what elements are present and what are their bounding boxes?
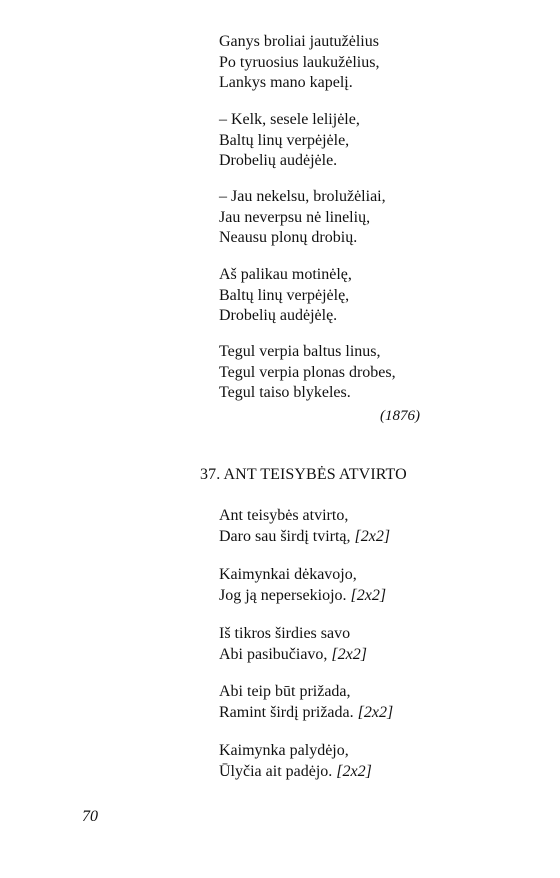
verse-line [219,506,390,527]
verse-text: Ūlyčia ait padėjo. [219,762,337,780]
verse-text: Ant teisybės atvirto, [219,507,349,524]
verse-line: – Jau nekelsu, brolužėliai, [219,188,386,205]
verse-line [219,527,390,548]
verse-text: Abi teip būt prižada, [219,683,351,700]
verse-text: Jog ją nepersekiojo. [219,586,351,604]
verse-text: Abi pasibučiavo, [219,645,332,663]
verse-line: – Kelk, sesele lelijėle, [219,111,360,128]
verse-line: Aš palikau motinėlę, [219,266,352,283]
repeat-mark: [2x2] [336,762,372,780]
verse-line [219,624,367,645]
verse-line: Drobelių audėjėle. [219,152,338,169]
verse-line: Ganys broliai jautužėlius [219,33,379,50]
repeat-mark: [2x2] [350,586,387,604]
verse-line: Tegul verpia baltus linus, [219,343,381,360]
page-number: 70 [82,808,98,825]
poem2-stanza-1 [219,506,390,547]
poem2-stanza-5 [219,741,372,782]
poem1-stanza-4 [219,265,352,327]
repeat-mark: [2x2] [354,527,391,545]
verse-text: Daro sau širdį tvirtą, [219,527,355,545]
verse-line: Neausu plonų drobių. [219,229,358,246]
poem2-stanza-3 [219,624,367,665]
verse-line: Po tyruosius laukužėlius, [219,53,380,71]
poem1-stanza-5 [219,342,396,404]
verse-line [219,762,372,783]
verse-text: Iš tikros širdies savo [219,625,351,642]
poem1-stanza-3 [219,187,386,249]
verse-line [219,741,372,762]
repeat-mark: [2x2] [331,645,367,663]
repeat-mark: [2x2] [357,703,394,721]
verse-line: Baltų linų verpėjėlę, [219,286,350,304]
poem2-stanza-4 [219,682,393,723]
poem1-stanza-1 [219,32,379,94]
verse-line: Jau neverpsu nė linelių, [219,208,371,226]
verse-line: Tegul taiso blykeles. [219,384,351,401]
verse-text: Kaimynka palydėjo, [219,742,349,759]
verse-line: Baltų linų verpėjėle, [219,131,350,149]
verse-line: Tegul verpia plonas drobes, [219,363,396,381]
verse-line: Lankys mano kapelį. [219,74,353,91]
poem1-stanza-2 [219,110,360,172]
verse-line [219,565,386,586]
verse-line [219,703,393,724]
poem2-stanza-2 [219,565,386,606]
poem-title: 37. ANT TEISYBĖS ATVIRTO [200,466,407,483]
verse-line [219,586,386,607]
poem-year: (1876) [380,408,420,424]
verse-line [219,645,367,666]
verse-line: Drobelių audėjėlę. [219,307,338,324]
verse-line [219,682,393,703]
verse-text: Ramint širdį prižada. [219,703,358,721]
verse-text: Kaimynkai dėkavojo, [219,566,357,583]
